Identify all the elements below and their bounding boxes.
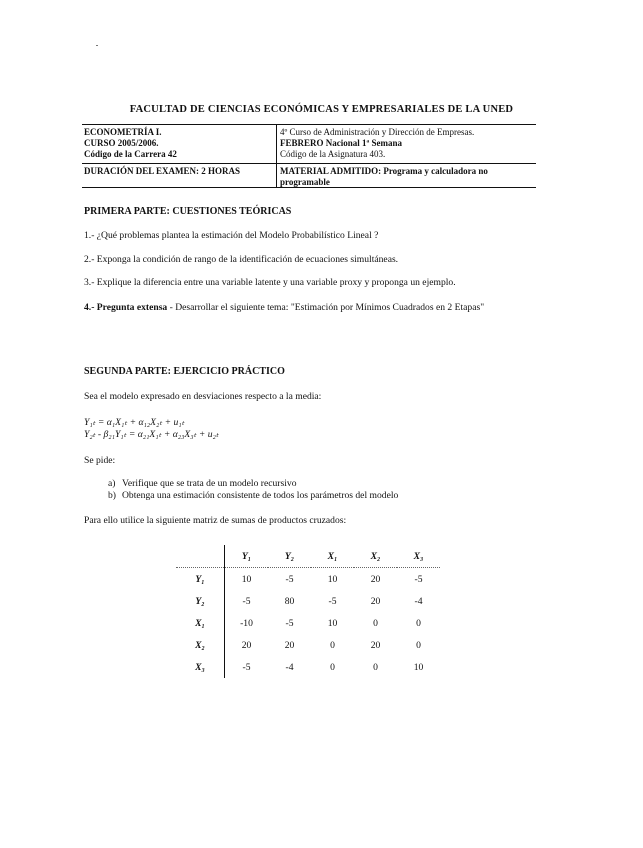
matrix-row — [176, 634, 440, 656]
matrix-cell: 10 — [327, 573, 338, 585]
matrix-cell: 20 — [370, 639, 381, 651]
exam-header-box — [82, 124, 536, 188]
row-header: Y₁ — [195, 573, 205, 585]
matrix-cell: 10 — [327, 617, 338, 629]
question-4-text: - Desarrollar el siguiente tema: "Estimación por Mínimos Cuadrados en 2 Etapas" — [167, 302, 485, 313]
matrix-cell: -5 — [225, 590, 269, 612]
degree-line: 4º Curso de Administración y Dirección de Empresas. — [280, 127, 475, 137]
table-intro: Para ello utilice la siguiente matriz de sumas de productos cruzados: — [84, 515, 347, 526]
matrix-cell: 0 — [373, 617, 378, 629]
header-divider-vertical — [276, 125, 277, 187]
row-header: X₃ — [195, 661, 205, 673]
row-header: Y₂ — [195, 595, 205, 607]
equation-1: Y₁ₜ = α₁X₁ₜ + α₁₂X₂ₜ + u₁ₜ — [84, 417, 185, 428]
equation-2: Y₂ₜ - β₂₁Y₁ₜ = α₂₁X₁ₜ + α₂₃X₃ₜ + u₂ₜ — [84, 429, 219, 440]
matrix-cell: -5 — [328, 595, 337, 607]
task-b — [108, 490, 398, 501]
scan-speck — [96, 45, 98, 46]
subject-line: ECONOMETRÍA I. — [84, 127, 162, 137]
matrix-cell: 0 — [330, 639, 335, 651]
matrix-cell: 80 — [284, 595, 295, 607]
matrix-cell: -10 — [225, 612, 269, 634]
col-header: Y₂ — [268, 545, 311, 568]
question-3: 3.- Explique la diferencia entre una variable latente y una variable proxy y proponga un ejemplo. — [84, 277, 456, 288]
model-intro: Sea el modelo expresado en desviaciones respecto a la media: — [84, 391, 322, 402]
year-line: CURSO 2005/2006. — [84, 138, 159, 148]
question-2: 2.- Exponga la condición de rango de la identificación de ecuaciones simultáneas. — [84, 254, 399, 265]
matrix-cell: 20 — [284, 639, 295, 651]
question-1: 1.- ¿Qué problemas plantea la estimación del Modelo Probabilístico Lineal ? — [84, 230, 379, 241]
matrix-cell: 0 — [373, 661, 378, 673]
task-b-marker: b) — [108, 490, 116, 501]
page-title: FACULTAD DE CIENCIAS ECONÓMICAS Y EMPRESARIALES DE LA UNED — [129, 104, 514, 115]
allowed-material: MATERIAL ADMITIDO: Programa y calculadora no programable — [280, 166, 488, 187]
matrix-row — [176, 568, 440, 591]
matrix-row — [176, 656, 440, 678]
task-a-text: Verifique que se trata de un modelo recursivo — [122, 478, 297, 489]
se-pide-label: Se pide: — [84, 455, 116, 466]
session-line: FEBRERO Nacional 1ª Semana — [280, 138, 402, 148]
matrix-cell: -4 — [285, 661, 294, 673]
task-a-marker: a) — [108, 478, 116, 489]
matrix-cell: 0 — [416, 617, 421, 629]
matrix-cell: 20 — [370, 595, 381, 607]
matrix-row — [176, 590, 440, 612]
header-divider-horizontal — [82, 163, 536, 164]
matrix-cell: 10 — [413, 661, 424, 673]
cross-products-matrix — [176, 545, 440, 678]
col-header: X₃ — [397, 545, 440, 568]
row-header: X₁ — [195, 617, 205, 629]
course-info — [84, 127, 274, 160]
exam-duration: DURACIÓN DEL EXAMEN: 2 HORAS — [84, 166, 241, 176]
matrix-corner — [176, 545, 225, 568]
task-a — [108, 478, 297, 489]
matrix-cell: 0 — [416, 639, 421, 651]
matrix-cell: 0 — [330, 661, 335, 673]
part-two-heading: SEGUNDA PARTE: EJERCICIO PRÁCTICO — [84, 366, 285, 377]
matrix-cell: 20 — [370, 573, 381, 585]
matrix-cell: 20 — [225, 634, 269, 656]
matrix-cell: -5 — [285, 573, 294, 585]
matrix-cell: -5 — [285, 617, 294, 629]
question-4-label: 4.- Pregunta extensa — [84, 302, 168, 313]
matrix-cell: 10 — [225, 568, 269, 591]
matrix-cell: -5 — [414, 573, 423, 585]
col-header: X₂ — [354, 545, 397, 568]
part-one-heading: PRIMERA PARTE: CUESTIONES TEÓRICAS — [84, 206, 292, 217]
matrix-cell: -4 — [414, 595, 423, 607]
row-header: X₂ — [195, 639, 205, 651]
col-header: Y₁ — [225, 545, 269, 568]
matrix-row — [176, 612, 440, 634]
degree-info — [280, 127, 536, 160]
matrix-header-row — [176, 545, 440, 568]
col-header: X₁ — [311, 545, 354, 568]
career-code-line: Código de la Carrera 42 — [84, 149, 177, 159]
matrix-cell: -5 — [225, 656, 269, 678]
subject-code-line: Código de la Asignatura 403. — [280, 149, 386, 159]
task-b-text: Obtenga una estimación consistente de todos los parámetros del modelo — [122, 490, 399, 501]
question-4 — [84, 302, 538, 314]
